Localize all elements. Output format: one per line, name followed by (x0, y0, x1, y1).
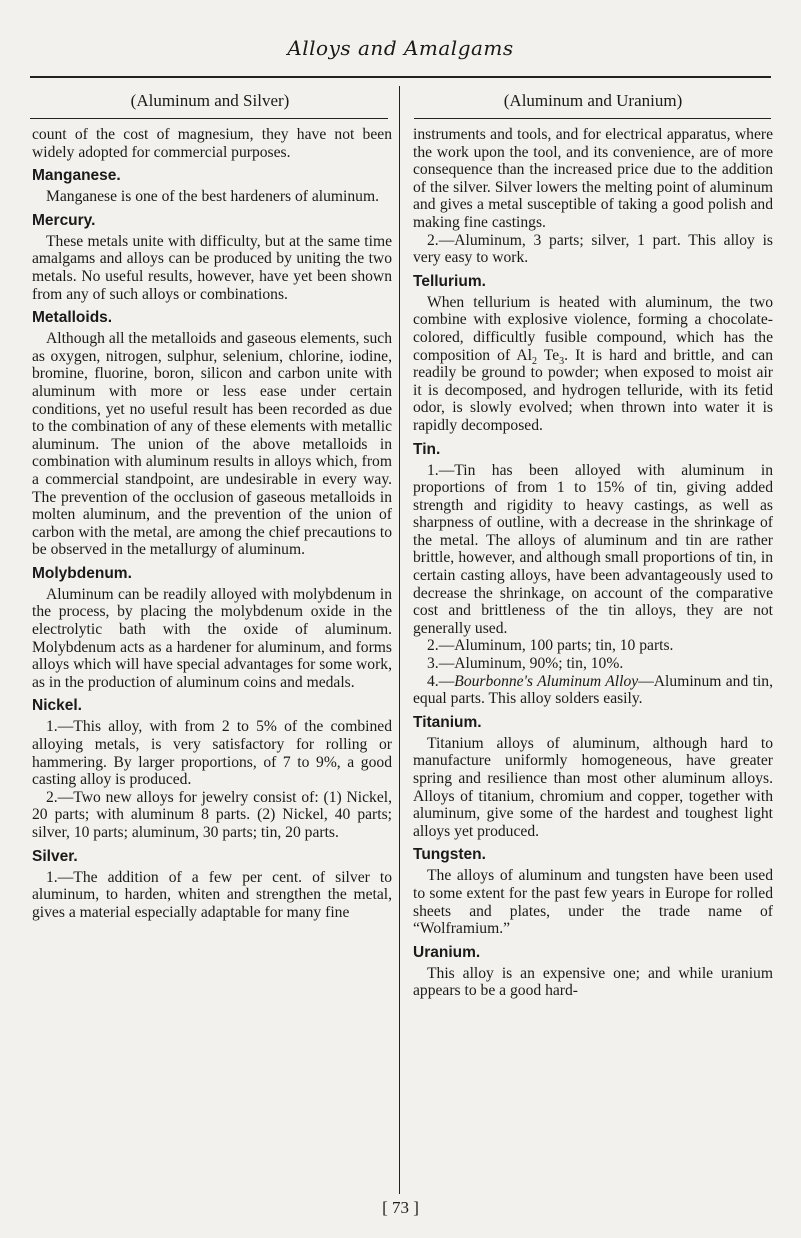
section-heading-uranium: Uranium. (413, 943, 481, 961)
section-heading-silver: Silver. (32, 847, 78, 865)
paragraph: Manganese is one of the best hardeners of aluminum. (46, 188, 380, 206)
paragraph: Although all the metalloids and gaseous elements, such as oxygen, nitrogen, sulphur, selenium, chlorine, iodine, bromine, fluorine, boron, silicon and carbon unite with aluminum with more or less ease under certain conditions, yet no useful result has been recorded as due to the combination of any of these elements with metallic aluminum. The union of the above metalloids in combination with aluminum results in alloys which, from a commercial standpoint, are undesirable in every way. The prevention of the occlusion of gaseous metalloids in molten aluminum, and the prevention of the union of carbon with the metal, are among the chief precautions to be observed in the metallurgy of aluminum. (32, 330, 392, 559)
paragraph: 1.—Tin has been alloyed with aluminum in proportions of from 1 to 15% of tin, giving added strength and rigidity to heavy castings, as well as sharpness of outline, with a decrease in the shrinkage of the metal. The alloys of aluminum and tin are rather brittle, however, and although small proportions of tin, in certain casting alloys, have been advantageously used to decrease the shrinkage, on account of the comparative cost and brittleness of the tin alloys, they are not generally used. (413, 461, 773, 637)
right-column-heading: (Aluminum and Uranium) (503, 91, 683, 110)
paragraph (413, 294, 773, 435)
section-heading-titanium: Titanium. (413, 713, 482, 731)
text-run: —Aluminum and tin, equal parts. This alloy solders easily. (413, 672, 773, 708)
paragraph: Titanium alloys of aluminum, although hard to manufacture uniformly homogeneous, have greater spring and resilience than most other aluminum alloys. Alloys of titanium, chromium and copper, together with aluminum, give some of the hardest and toughest light alloys yet produced. (413, 734, 773, 840)
section-heading-nickel: Nickel. (32, 697, 82, 715)
column-divider (399, 86, 400, 1194)
section-heading-metalloids: Metalloids. (32, 309, 113, 327)
paragraph: count of the cost of magnesium, they have not been widely adopted for commercial purposes. (32, 126, 392, 161)
text-run: Te (536, 346, 560, 364)
paragraph: 1.—This alloy, with from 2 to 5% of the combined alloying metals, is very satisfactory for rolling or hammering. By larger proportions, of 7 to 9%, a good casting alloy is produced. (32, 718, 392, 789)
section-heading-manganese: Manganese. (32, 167, 121, 185)
subscript: 3 (559, 355, 565, 367)
running-title: Alloys and Amalgams (287, 36, 514, 60)
paragraph: 2.—Aluminum, 100 parts; tin, 10 parts. (427, 637, 674, 655)
section-heading-tungsten: Tungsten. (413, 846, 486, 864)
right-column (413, 126, 773, 1000)
section-heading-tin: Tin. (413, 440, 441, 458)
paragraph (413, 673, 773, 708)
paragraph: Aluminum can be readily alloyed with molybdenum in the process, by placing the molybdenum oxide in the electrolytic bath with the oxide of aluminum. Molybdenum acts as a hardener for aluminum, and forms alloys which will have special advantages for some work, as in the production of aluminum coins and medals. (32, 585, 392, 691)
paragraph: 2.—Aluminum, 3 parts; silver, 1 part. This alloy is very easy to work. (413, 231, 773, 267)
page-number: [ 73 ] (382, 1198, 419, 1217)
header-rule (30, 76, 771, 78)
paragraph: instruments and tools, and for electrical apparatus, where the work upon the tool, and its convenience, are of more consequence than the increased price due to the addition of the silver. Silver lowers the melting point of aluminum and gives a metal susceptible of taking a good polish and making fine castings. (413, 126, 773, 231)
left-column-heading: (Aluminum and Silver) (130, 91, 290, 110)
paragraph: 1.—The addition of a few per cent. of silver to aluminum, to harden, whiten and strengthen the metal, gives a material especially adaptable for many fine (32, 868, 392, 921)
paragraph: 2.—Two new alloys for jewelry consist of: (1) Nickel, 20 parts; with aluminum 8 parts. (2) Nickel, 40 parts; silver, 10 parts; aluminum, 30 parts; tin, 20 parts. (32, 788, 392, 841)
text-run: 4.— (427, 672, 455, 690)
text-run: . It is hard and brittle, and can readily be ground to powder; when exposed to moist air it is decomposed, and hydrogen telluride, with its fetid odor, is slowly evolved; when thrown into water it is rapidly decomposed. (413, 346, 773, 434)
text-run: When tellurium is heated with aluminum, the two combine with explosive violence, forming a chocolate-colored, difficultly fusible compound, which has the composition of Al (413, 293, 773, 364)
left-column-rule (30, 118, 388, 119)
subscript: 2 (531, 355, 537, 367)
paragraph: These metals unite with difficulty, but at the same time amalgams and alloys can be produced by uniting the two metals. No useful results, however, have yet been shown from any of such alloys or combinations. (32, 232, 392, 303)
paragraph: The alloys of aluminum and tungsten have been used to some extent for the past few years in Europe for rolled sheets and plates, under the trade name of “Wolframium.” (413, 867, 773, 938)
italic-title: Bourbonne's Aluminum Alloy (454, 672, 639, 690)
paragraph: 3.—Aluminum, 90%; tin, 10%. (427, 655, 624, 673)
paragraph: This alloy is an expensive one; and while uranium appears to be a good hard- (413, 964, 773, 1000)
section-heading-tellurium: Tellurium. (413, 272, 486, 290)
section-heading-molybdenum: Molybdenum. (32, 564, 132, 582)
left-column (32, 126, 392, 921)
section-heading-mercury: Mercury. (32, 211, 96, 229)
right-column-rule (414, 118, 771, 119)
